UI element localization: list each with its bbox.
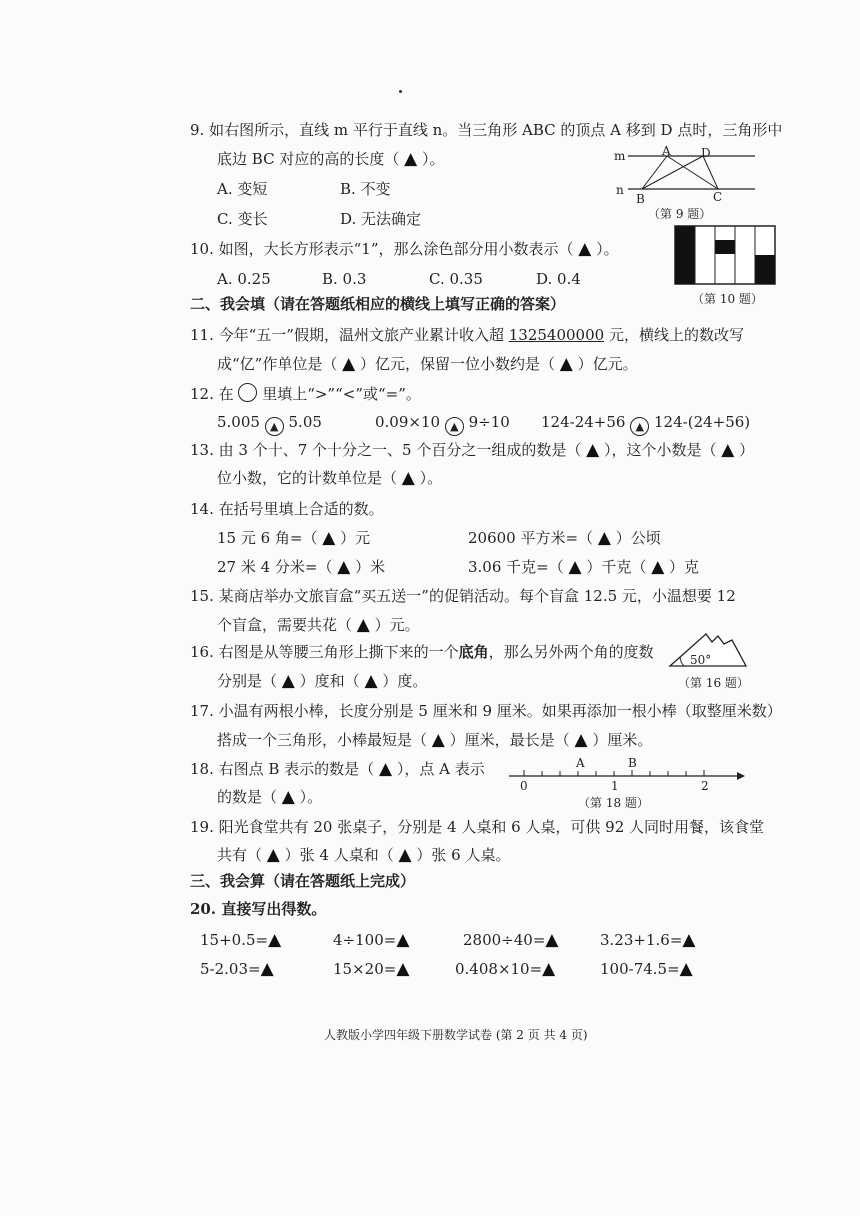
q12-item-3: 124-24+56 ▲ 124-(24+56) — [541, 413, 750, 436]
q10-option-d: D. 0.4 — [536, 270, 581, 288]
q9-option-b: B. 不变 — [340, 180, 391, 198]
answer-blank-triangle: ▲ — [266, 845, 280, 865]
q19-line2: 共有（ ▲ ）张 4 人桌和（ ▲ ）张 6 人桌。 — [217, 845, 511, 865]
q13-line2: 位小数，它的计数单位是（ ▲ ）。 — [217, 468, 443, 488]
answer-blank-triangle: ▲ — [364, 671, 378, 691]
q20-item: 3.23+1.6=▲ — [600, 930, 696, 950]
q12-item-1: 5.005 ▲ 5.05 — [217, 413, 322, 436]
answer-blank-triangle: ▲ — [398, 845, 412, 865]
circle-blank-icon — [238, 383, 257, 402]
q12-item-2: 0.09×10 ▲ 9÷10 — [375, 413, 510, 436]
q9-option-d: D. 无法确定 — [340, 210, 422, 228]
circle-blank-icon: ▲ — [265, 417, 284, 436]
q9-label-a: A — [662, 144, 671, 158]
q11-underlined-number: 1325400000 — [508, 326, 605, 344]
q9-label-b: B — [636, 192, 645, 206]
q18-tick-1: 1 — [611, 779, 619, 793]
q20-title: 20. 直接写出得数。 — [190, 900, 327, 918]
page-footer: 人教版小学四年级下册数学试卷 (第 2 页 共 4 页) — [324, 1028, 588, 1042]
q20-item: 0.408×10=▲ — [455, 959, 556, 979]
answer-blank-triangle: ▲ — [597, 528, 611, 548]
answer-blank-triangle: ▲ — [651, 557, 665, 577]
q20-item: 15+0.5=▲ — [200, 930, 282, 950]
q9-option-c: C. 变长 — [217, 210, 268, 228]
section-2-heading: 二、我会填（请在答题纸相应的横线上填写正确的答案） — [190, 295, 566, 313]
answer-blank-triangle: ▲ — [396, 930, 410, 950]
q16-line2: 分别是（ ▲ ）度和（ ▲ ）度。 — [217, 671, 428, 691]
q14-title: 14. 在括号里填上合适的数。 — [190, 500, 384, 518]
answer-blank-triangle: ▲ — [356, 615, 370, 635]
q20-item: 2800÷40=▲ — [463, 930, 559, 950]
scan-speck — [399, 90, 402, 93]
q18-tick-0: 0 — [520, 779, 528, 793]
answer-blank-triangle: ▲ — [401, 468, 415, 488]
answer-blank-triangle: ▲ — [721, 440, 735, 460]
answer-blank-triangle: ▲ — [682, 930, 696, 950]
q13-line1: 13. 由 3 个十、7 个十分之一、5 个百分之一组成的数是（ ▲ ），这个小数是（ ▲ ） — [190, 440, 755, 460]
q15-line2: 个盲盒，需要共花（ ▲ ）元。 — [217, 615, 420, 635]
q10-line1: 10. 如图，大长方形表示“1”，那么涂色部分用小数表示（ ▲ ）。 — [190, 239, 619, 259]
answer-blank-triangle: ▲ — [337, 557, 351, 577]
q18-caption: （第 18 题） — [578, 796, 649, 810]
q16-emphasis-base-angle: 底角 — [458, 643, 489, 661]
q18-point-a: A — [576, 756, 585, 770]
q9-option-a: A. 变短 — [217, 180, 268, 198]
answer-blank-triangle: ▲ — [342, 354, 356, 374]
q14-item-d: 3.06 千克=（ ▲ ）千克（ ▲ ）克 — [468, 557, 700, 577]
q18-line1: 18. 右图点 B 表示的数是（ ▲ ），点 A 表示 — [190, 759, 485, 779]
answer-blank-triangle: ▲ — [574, 730, 588, 750]
answer-blank-triangle: ▲ — [281, 787, 295, 807]
q10-shaded-rectangle-figure — [674, 225, 776, 285]
q15-line1: 15. 某商店举办文旅盲盒“买五送一”的促销活动。每个盲盒 12.5 元，小温想要 12 — [190, 587, 736, 605]
q11-line2: 成“亿”作单位是（ ▲ ）亿元，保留一位小数约是（ ▲ ）亿元。 — [217, 354, 638, 374]
section-3-heading: 三、我会算（请在答题纸上完成） — [190, 872, 416, 890]
q10-option-c: C. 0.35 — [429, 270, 483, 288]
q9-caption: （第 9 题） — [648, 207, 712, 221]
circle-blank-icon: ▲ — [630, 417, 649, 436]
q18-number-line-figure — [505, 762, 745, 786]
q9-label-c: C — [713, 190, 723, 204]
q20-item: 5-2.03=▲ — [200, 959, 274, 979]
circle-blank-icon: ▲ — [445, 417, 464, 436]
answer-blank-triangle: ▲ — [281, 671, 295, 691]
answer-blank-triangle: ▲ — [260, 959, 274, 979]
q17-line1: 17. 小温有两根小棒，长度分别是 5 厘米和 9 厘米。如果再添加一根小棒（取整厘米数） — [190, 702, 782, 720]
answer-blank-triangle: ▲ — [679, 959, 693, 979]
q14-item-c: 27 米 4 分米=（ ▲ ）米 — [217, 557, 386, 577]
q10-option-a: A. 0.25 — [217, 270, 271, 288]
answer-blank-triangle: ▲ — [568, 557, 582, 577]
answer-blank-triangle: ▲ — [542, 959, 556, 979]
answer-blank-triangle: ▲ — [545, 930, 559, 950]
answer-blank-triangle: ▲ — [404, 149, 418, 169]
q18-point-b: B — [628, 756, 637, 770]
q20-item: 15×20=▲ — [333, 959, 410, 979]
answer-blank-triangle: ▲ — [322, 528, 336, 548]
answer-blank-triangle: ▲ — [586, 440, 600, 460]
q16-angle-label: 50° — [690, 653, 712, 667]
q14-item-b: 20600 平方米=（ ▲ ）公顷 — [468, 528, 661, 548]
answer-blank-triangle: ▲ — [431, 730, 445, 750]
q18-line2: 的数是（ ▲ ）。 — [217, 787, 323, 807]
q11-line1: 11. 今年“五一”假期，温州文旅产业累计收入超 1325400000 元，横线上的数改写 — [190, 326, 744, 344]
q9-label-n: n — [616, 183, 624, 197]
q20-item: 4÷100=▲ — [333, 930, 410, 950]
q14-item-a: 15 元 6 角=（ ▲ ）元 — [217, 528, 371, 548]
q12-line1: 12. 在 里填上“>”“<”或“=”。 — [190, 385, 421, 403]
answer-blank-triangle: ▲ — [378, 759, 393, 779]
q9-label-m: m — [614, 149, 626, 163]
q19-line1: 19. 阳光食堂共有 20 张桌子，分别是 4 人桌和 6 人桌，可供 92 人同时用餐，该食堂 — [190, 818, 765, 836]
q9-label-d: D — [701, 146, 711, 160]
q9-line1: 9. 如右图所示，直线 m 平行于直线 n。当三角形 ABC 的顶点 A 移到 D 点时，三角形中 — [190, 121, 783, 139]
q16-line1: 16. 右图是从等腰三角形上撕下来的一个底角，那么另外两个角的度数 — [190, 643, 654, 661]
q17-line2: 搭成一个三角形，小棒最短是（ ▲ ）厘米，最长是（ ▲ ）厘米。 — [217, 730, 653, 750]
q20-item: 100-74.5=▲ — [600, 959, 693, 979]
answer-blank-triangle: ▲ — [559, 354, 573, 374]
q18-tick-2: 2 — [701, 779, 709, 793]
answer-blank-triangle: ▲ — [578, 239, 592, 259]
q10-option-b: B. 0.3 — [322, 270, 367, 288]
answer-blank-triangle: ▲ — [396, 959, 410, 979]
q16-caption: （第 16 题） — [678, 676, 749, 690]
answer-blank-triangle: ▲ — [268, 930, 282, 950]
q10-caption: （第 10 题） — [692, 292, 763, 306]
q9-line2: 底边 BC 对应的高的长度（ ▲ ）。 — [217, 149, 445, 169]
